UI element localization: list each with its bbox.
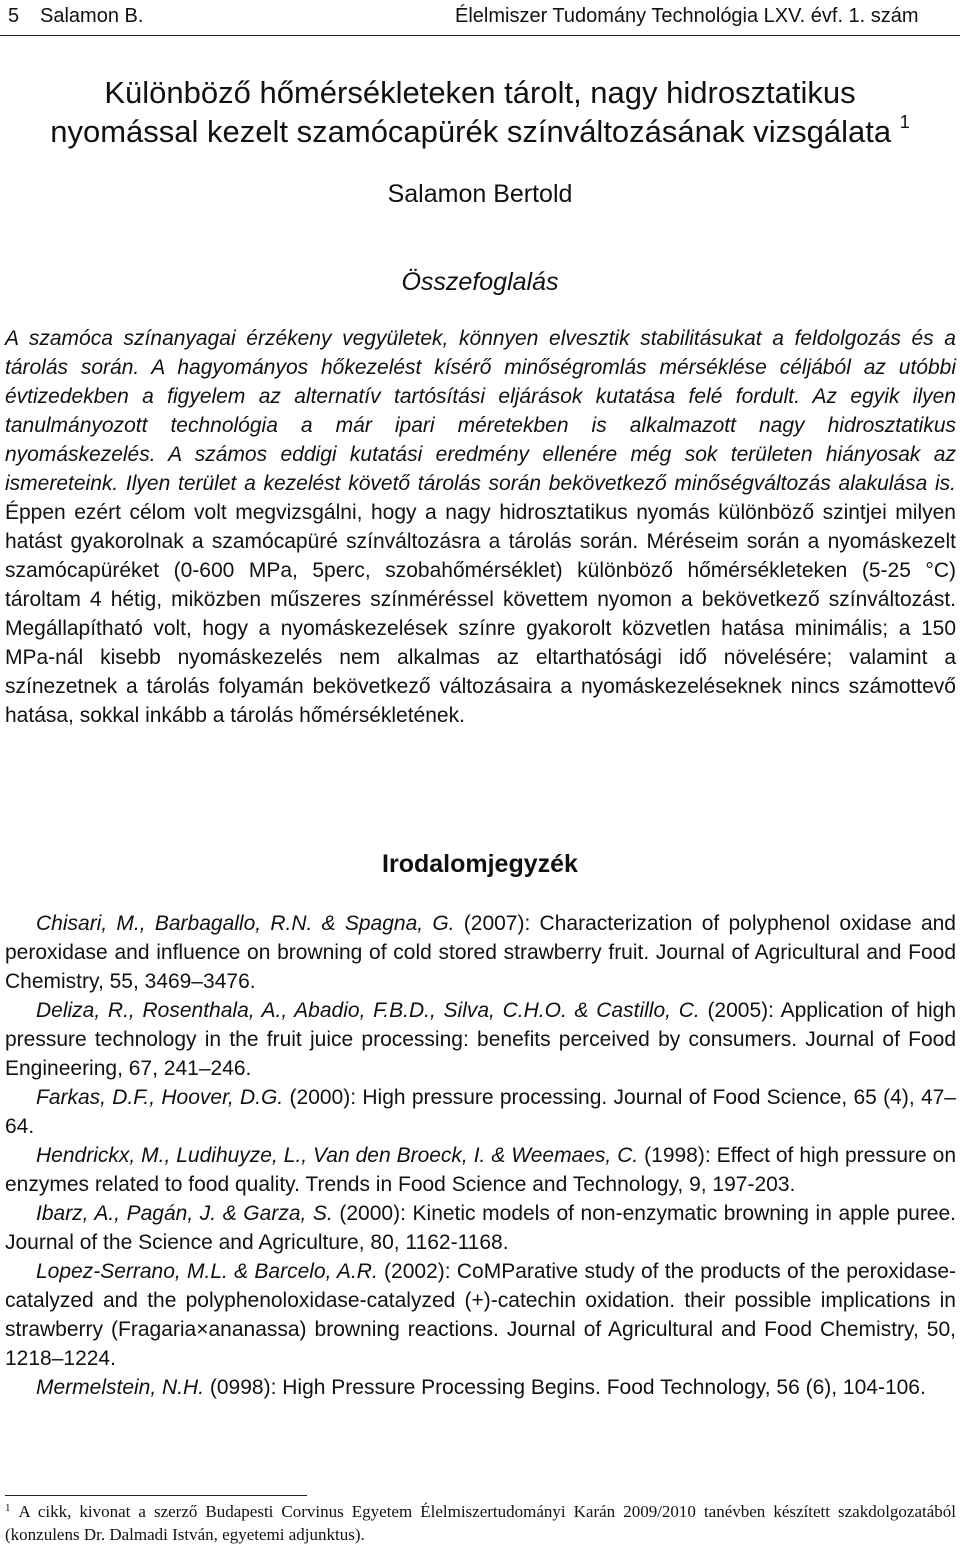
abstract-text (5, 324, 956, 730)
reference-authors: Deliza, R., Rosenthala, A., Abadio, F.B.D., Silva, C.H.O. & Castillo, C. (36, 999, 700, 1022)
reference-item (5, 1199, 956, 1257)
title-line-2: nyomással kezelt szamócapürék színváltozásának vizsgálata (50, 114, 892, 149)
title-footnote-mark: 1 (899, 112, 910, 132)
reference-item (5, 1141, 956, 1199)
reference-details: (2002): CoMParative study of the products of the peroxidase-catalyzed and the polyphenoloxidase-catalyzed (+)-catechin oxidation. their possible implications in strawberry (Fragaria×ananassa) browning reactions. Journal of Agricultural and Food Chemistry, 50, 1218–1224. (5, 1260, 956, 1370)
header-rule (0, 35, 960, 36)
abstract-regular-part: Éppen ezért célom volt megvizsgálni, hogy a nagy hidrosztatikus nyomás különböző szintjei milyen hatást gyakorolnak a szamócapüré színváltozásra a tárolás során. Méréseim során a nyomáskezelt szamócapüréket (0-600 MPa, 5perc, szobahőmérséklet) különböző hőmérsékleteken (5-25 °C) tároltam 4 hétig, miközben műszeres színméréssel követtem nyomon a bekövetkező színváltozást. Megállapítható volt, hogy a nyomáskezelések színre gyakorolt közvetlen hatása minimális; a 150 MPa-nál kisebb nyomáskezelés nem alkalmas az eltarthatósági idő növelésére; valamint a színezetnek a tárolás folyamán bekövetkező változásaira a nyomáskezeléseknek nincs számottevő hatása, sokkal inkább a tárolás hőmérsékletének. (5, 501, 956, 727)
header-journal: Élelmiszer Tudomány Technológia LXV. évf. 1. szám (455, 5, 919, 27)
author-name: Salamon Bertold (387, 180, 573, 208)
header-author: Salamon B. (40, 5, 144, 27)
article-title (0, 73, 960, 151)
page-number: 5 (8, 5, 20, 27)
reference-details: (1998): Effect of high pressure on enzymes related to food quality. Trends in Food Science and Technology, 9, 197-203. (5, 1144, 956, 1196)
footnote-text: A cikk, kivonat a szerző Budapesti Corvinus Egyetem Élelmiszertudományi Karán 2009/2010 tanévben készített szakdolgozatából (konzulens Dr. Dalmadi István, egyetemi adjunktus). (5, 1502, 956, 1544)
reference-item (5, 909, 956, 996)
reference-details: (0998): High Pressure Processing Begins. Food Technology, 56 (6), 104-106. (204, 1376, 926, 1399)
abstract-italic-part: A szamóca színanyagai érzékeny vegyületek, könnyen elvesztik stabilitásukat a feldolgozás és a tárolás során. A hagyományos hőkezelést kísérő minőségromlás mérséklése céljából az utóbbi évtizedekben a figyelem az alternatív tartósítási eljárások kutatása felé fordult. Az egyik ilyen tanulmányozott technológia a már ipari méretekben is alkalmazott nagy hidrosztatikus nyomáskezelés. A számos eddigi kutatási eredmény ellenére még sok területen hiányosak az ismereteink. Ilyen terület a kezelést követő tárolás során bekövetkező minőségváltozás alakulása is. (5, 327, 956, 495)
reference-authors: Ibarz, A., Pagán, J. & Garza, S. (36, 1202, 333, 1225)
reference-authors: Hendrickx, M., Ludihuyze, L., Van den Broeck, I. & Weemaes, C. (36, 1144, 639, 1167)
footnote (5, 1500, 956, 1546)
title-line-1: Különböző hőmérsékleteken tárolt, nagy hidrosztatikus (104, 75, 856, 110)
reference-details: (2005): Application of high pressure technology in the fruit juice processing: benefits perceived by consumers. Journal of Food Engineering, 67, 241–246. (5, 999, 956, 1080)
running-header (0, 4, 960, 30)
reference-authors: Lopez-Serrano, M.L. & Barcelo, A.R. (36, 1260, 378, 1283)
reference-item (5, 1373, 956, 1402)
reference-authors: Mermelstein, N.H. (36, 1376, 205, 1399)
reference-item (5, 996, 956, 1083)
reference-authors: Chisari, M., Barbagallo, R.N. & Spagna, G. (36, 912, 455, 935)
reference-authors: Farkas, D.F., Hoover, D.G. (36, 1086, 284, 1109)
reference-details: (2007): Characterization of polyphenol oxidase and peroxidase and influence on browning of cold stored strawberry fruit. Journal of Agricultural and Food Chemistry, 55, 3469–3476. (5, 912, 956, 993)
reference-item (5, 1083, 956, 1141)
footnote-rule (5, 1495, 307, 1496)
abstract-heading: Összefoglalás (401, 268, 559, 296)
reference-list (5, 909, 956, 1402)
footnote-mark: 1 (5, 1502, 11, 1514)
reference-details: (2000): Kinetic models of non-enzymatic browning in apple puree. Journal of the Science and Agriculture, 80, 1162-1168. (5, 1202, 957, 1254)
references-heading: Irodalomjegyzék (382, 850, 578, 878)
reference-item (5, 1257, 956, 1373)
reference-details: (2000): High pressure processing. Journal of Food Science, 65 (4), 47–64. (5, 1086, 956, 1138)
